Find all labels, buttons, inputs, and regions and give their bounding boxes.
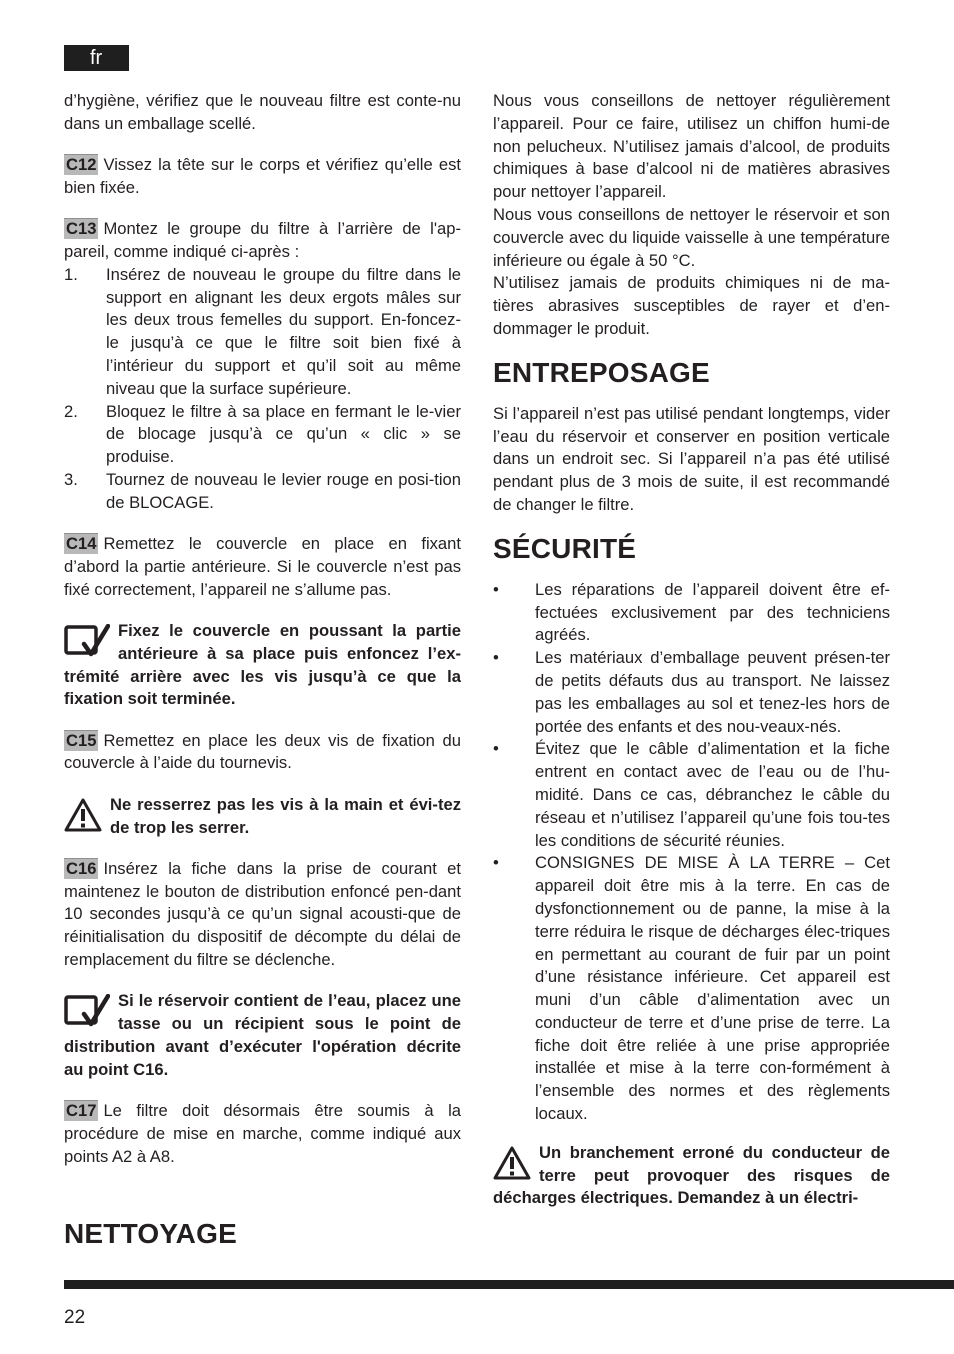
list-text: Bloquez le filtre à sa place en fermant le le-vier de blocage jusqu’à ce qu’un « clic » se produise. (106, 401, 461, 467)
note-text: Si le réservoir contient de l’eau, placez une tasse ou un récipient sous le point de distribution avant d’exécuter l'opération décrite au point C16. (64, 991, 461, 1079)
warning-block (493, 1142, 890, 1210)
list-number: 3. (64, 469, 78, 489)
heading-security: SÉCURITÉ (493, 532, 637, 564)
list-item (64, 469, 461, 515)
heading-cleaning: NETTOYAGE (64, 1218, 237, 1249)
list-text: Insérez de nouveau le groupe du filtre dans le support en alignant les deux ergots mâles sur les deux trous femelles du support. En-foncez-le jusqu’à ce que le filtre soit bien fixé à l’intérieur du support et qu’il soit au même niveau que la surface supérieure. (106, 264, 461, 398)
step-c13 (64, 218, 461, 264)
list-item (64, 401, 461, 469)
note-text: Fixez le couvercle en poussant la partie antérieure à sa place puis enfoncez l’ex-trémité arrière avec les vis jusqu’à ce que la fixation soit terminée. (64, 620, 461, 709)
list-text: Tournez de nouveau le levier rouge en posi-tion de BLOCAGE. (106, 469, 461, 512)
note-block (64, 620, 461, 711)
step-c15 (64, 730, 461, 776)
list-number: 1. (64, 264, 78, 284)
bullet-mark: • (493, 648, 499, 668)
language-badge: fr (64, 45, 129, 71)
note-block (64, 990, 461, 1081)
step-code: C12 (66, 155, 97, 175)
list-number: 2. (64, 401, 78, 421)
storage-paragraph: Si l’appareil n’est pas utilisé pendant longtemps, vider l’eau du réservoir et conserver en position verticale dans un endroit sec. Si l’appareil n’a pas été utilisé pendant plus de 3 mois de suite, il est recommandé de changer le filtre. (493, 403, 890, 514)
cleaning-paragraph: N’utilisez jamais de produits chimiques ni de ma-tières abrasives susceptibles de rayer et d’en-dommager le produit. (493, 273, 890, 338)
list-text: CONSIGNES DE MISE À LA TERRE – Cet appareil doit être mis à la terre. En cas de dysfonctionnement ou de panne, la mise à la terre réduira le risque de décharges élec-triques en permettant au courant de fuir par un point d’une résistance inférieure. Cet appareil est muni d’un câble d’alimentation avec un conducteur de terre et d’une prise de terre. La fiche doit être reliée à une prise appropriée installée et mise à la terre con-formément à l’ensemble des normes et des règlements locaux. (535, 853, 890, 1124)
checkbox-check-icon (64, 994, 110, 1028)
bullet-mark: • (493, 739, 499, 759)
bullet-mark: • (493, 853, 499, 873)
right-column (493, 90, 890, 1210)
footer-rule (64, 1280, 954, 1289)
step-c12 (64, 154, 461, 200)
list-text: Les réparations de l’appareil doivent être ef-fectuées exclusivement par des techniciens agréés. (535, 579, 890, 645)
cleaning-paragraph: Nous vous conseillons de nettoyer le réservoir et son couvercle avec du liquide vaisselle à une température inférieure ou égale à 50 °C. (493, 204, 890, 270)
security-list (493, 579, 890, 1126)
step-text: Le filtre doit désormais être soumis à la procédure de mise en marche, comme indiqué aux points A2 à A8. (64, 1100, 461, 1166)
list-item (64, 264, 461, 401)
list-item (493, 852, 890, 1126)
step-text: Remettez le couvercle en place en fixant d’abord la partie antérieure. Si le couvercle n’est pas fixé correctement, l’appareil ne s’allume pas. (64, 534, 461, 599)
step-text: Insérez la fiche dans la prise de courant et maintenez le bouton de distribution enfoncé pen-dant 10 secondes jusqu’à ce qu’un signal acousti-que de réinitialisation du dispositif de décompte du délai de remplacement du filtre se déclenche. (64, 858, 461, 969)
page-number: 22 (64, 1307, 86, 1328)
warning-text: Un branchement erroné du conducteur de terre peut provoquer des risques de décharges électriques. Demandez à un électri- (493, 1142, 890, 1208)
step-c16 (64, 858, 461, 972)
step-text: Vissez la tête sur le corps et vérifiez qu’elle est bien fixée. (64, 155, 461, 197)
step-text: Montez le groupe du filtre à l’arrière de l'ap-pareil, comme indiqué ci-après : (64, 219, 461, 261)
step-c14 (64, 533, 461, 601)
cleaning-paragraph: Nous vous conseillons de nettoyer régulièrement l’appareil. Pour ce faire, utilisez un chiffon humi-de non pelucheux. N’utilisez jamais d’alcool, de produits chimiques à base d’alcool ni de matières abrasives pour nettoyer l’appareil. (493, 91, 890, 202)
step-c17 (64, 1100, 461, 1168)
bullet-mark: • (493, 579, 499, 599)
step-code: C13 (66, 219, 97, 239)
step-text: Remettez en place les deux vis de fixation du couvercle à l’aide du tournevis. (64, 730, 461, 773)
intro-paragraph: d’hygiène, vérifiez que le nouveau filtre est conte-nu dans un emballage scellé. (64, 91, 461, 133)
step-code: C14 (66, 534, 97, 554)
heading-storage: ENTREPOSAGE (493, 356, 710, 388)
warning-text: Ne resserrez pas les vis à la main et évi-tez de trop les serrer. (110, 794, 461, 837)
checkbox-check-icon (64, 624, 110, 658)
list-text: Les matériaux d’emballage peuvent présen-ter de petits défauts dus au transport. Ne laissez pas les emballages au sol et tenez-les hors de portée des enfants et des nou-veaux-nés. (535, 648, 890, 736)
list-item (493, 647, 890, 738)
step-code: C16 (66, 858, 97, 878)
step-code: C15 (66, 730, 97, 750)
list-item (493, 579, 890, 647)
left-column (64, 90, 461, 1168)
step-code: C17 (66, 1100, 97, 1120)
warning-triangle-icon (493, 1146, 531, 1180)
list-text: Évitez que le câble d’alimentation et la fiche entrent en contact avec de l’eau ou de l’hu-midité. Dans ce cas, débranchez le câble du réseau et n’utilisez l’appareil qu’une fois tou-tes les conditions de sécurité réunies. (535, 739, 890, 850)
warning-block (64, 794, 461, 840)
warning-triangle-icon (64, 798, 102, 832)
list-item (493, 738, 890, 852)
c13-substeps (64, 264, 461, 515)
